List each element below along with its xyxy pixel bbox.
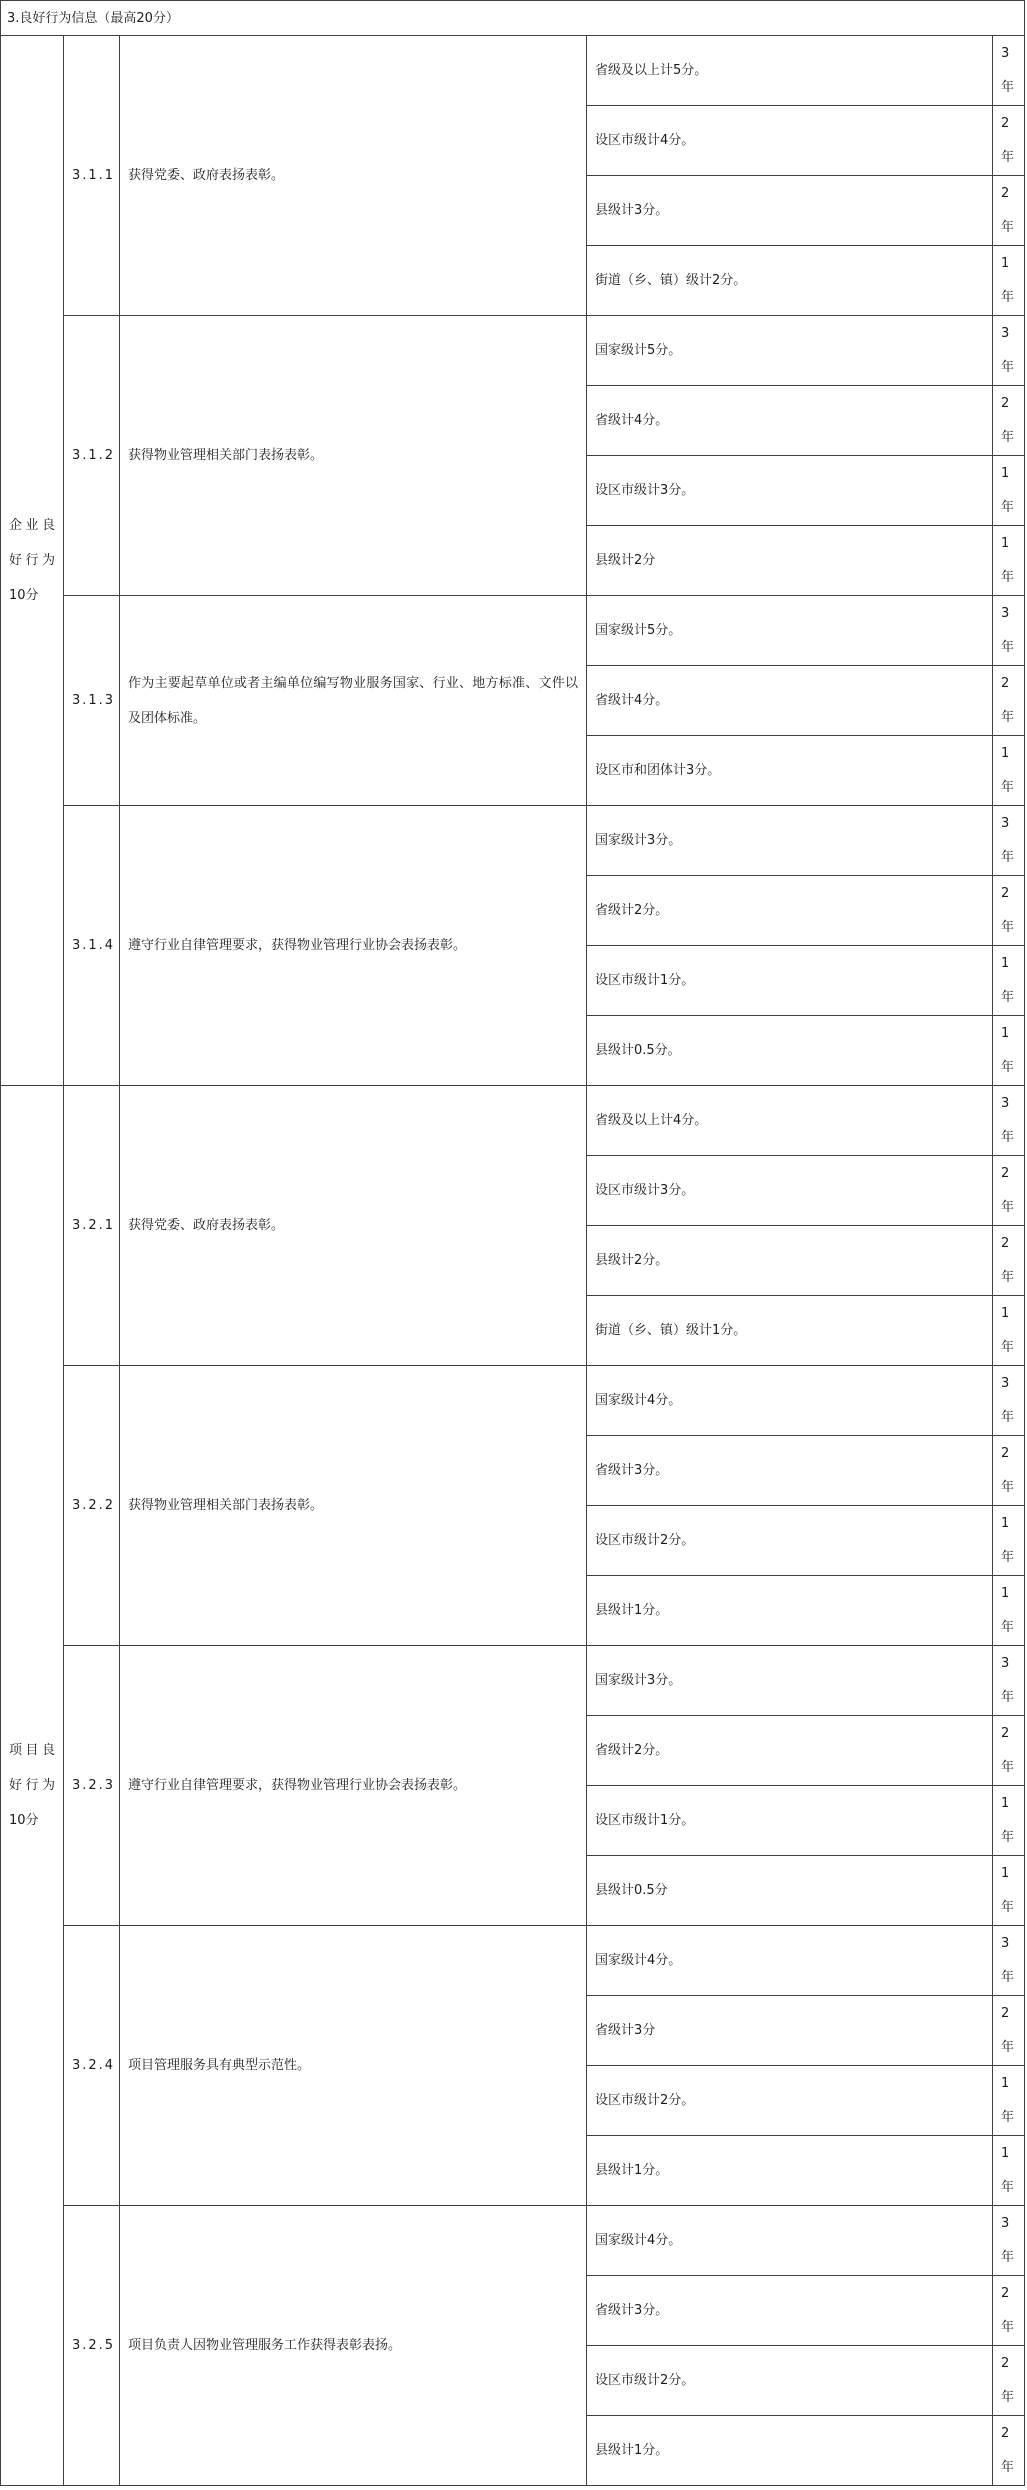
criterion-text: 省级及以上计5分。 bbox=[587, 36, 993, 106]
validity-period: 2年 bbox=[993, 2416, 1025, 2486]
table-row bbox=[1, 1086, 1025, 1156]
criterion-text: 省级计3分 bbox=[587, 1996, 993, 2066]
criterion-text: 省级计2分。 bbox=[587, 1716, 993, 1786]
item-code: 3.1.1 bbox=[64, 36, 120, 316]
validity-period: 3年 bbox=[993, 806, 1025, 876]
criterion-text: 街道（乡、镇）级计2分。 bbox=[587, 246, 993, 316]
table-row bbox=[1, 316, 1025, 386]
item-code: 3.1.3 bbox=[64, 596, 120, 806]
criterion-text: 县级计3分。 bbox=[587, 176, 993, 246]
criterion-text: 省级计2分。 bbox=[587, 876, 993, 946]
validity-period: 2年 bbox=[993, 1156, 1025, 1226]
item-description: 遵守行业自律管理要求，获得物业管理行业协会表扬表彰。 bbox=[120, 806, 587, 1086]
criterion-text: 设区市和团体计3分。 bbox=[587, 736, 993, 806]
validity-period: 3年 bbox=[993, 316, 1025, 386]
item-code: 3.2.4 bbox=[64, 1926, 120, 2206]
validity-period: 2年 bbox=[993, 2346, 1025, 2416]
validity-period: 1年 bbox=[993, 946, 1025, 1016]
validity-period: 1年 bbox=[993, 736, 1025, 806]
criterion-text: 国家级计5分。 bbox=[587, 596, 993, 666]
item-description: 获得党委、政府表扬表彰。 bbox=[120, 1086, 587, 1366]
validity-period: 1年 bbox=[993, 246, 1025, 316]
criterion-text: 国家级计3分。 bbox=[587, 806, 993, 876]
validity-period: 1年 bbox=[993, 1856, 1025, 1926]
criterion-text: 县级计1分。 bbox=[587, 2416, 993, 2486]
validity-period: 1年 bbox=[993, 1016, 1025, 1086]
validity-period: 2年 bbox=[993, 1226, 1025, 1296]
header-row bbox=[1, 1, 1025, 36]
item-code: 3.2.1 bbox=[64, 1086, 120, 1366]
table-row bbox=[1, 1646, 1025, 1716]
criterion-text: 县级计0.5分。 bbox=[587, 1016, 993, 1086]
criterion-text: 设区市级计1分。 bbox=[587, 1786, 993, 1856]
criterion-text: 国家级计4分。 bbox=[587, 1926, 993, 1996]
validity-period: 2年 bbox=[993, 1436, 1025, 1506]
criterion-text: 县级计2分 bbox=[587, 526, 993, 596]
validity-period: 1年 bbox=[993, 526, 1025, 596]
criterion-text: 街道（乡、镇）级计1分。 bbox=[587, 1296, 993, 1366]
item-description: 获得物业管理相关部门表扬表彰。 bbox=[120, 1366, 587, 1646]
validity-period: 2年 bbox=[993, 106, 1025, 176]
criterion-text: 设区市级计3分。 bbox=[587, 456, 993, 526]
criterion-text: 设区市级计4分。 bbox=[587, 106, 993, 176]
criterion-text: 设区市级计2分。 bbox=[587, 2346, 993, 2416]
section-title: 3.良好行为信息（最高20分） bbox=[1, 1, 1025, 36]
validity-period: 2年 bbox=[993, 1716, 1025, 1786]
validity-period: 2年 bbox=[993, 1996, 1025, 2066]
criterion-text: 省级计4分。 bbox=[587, 666, 993, 736]
item-description: 作为主要起草单位或者主编单位编写物业服务国家、行业、地方标准、文件以及团体标准。 bbox=[120, 596, 587, 806]
item-code: 3.1.2 bbox=[64, 316, 120, 596]
criterion-text: 县级计2分。 bbox=[587, 1226, 993, 1296]
validity-period: 3年 bbox=[993, 1926, 1025, 1996]
validity-period: 3年 bbox=[993, 1366, 1025, 1436]
criterion-text: 国家级计3分。 bbox=[587, 1646, 993, 1716]
criterion-text: 国家级计4分。 bbox=[587, 2206, 993, 2276]
criterion-text: 省级及以上计4分。 bbox=[587, 1086, 993, 1156]
criterion-text: 设区市级计2分。 bbox=[587, 1506, 993, 1576]
item-code: 3.2.3 bbox=[64, 1646, 120, 1926]
criterion-text: 设区市级计2分。 bbox=[587, 2066, 993, 2136]
table-row bbox=[1, 806, 1025, 876]
validity-period: 1年 bbox=[993, 1576, 1025, 1646]
validity-period: 1年 bbox=[993, 1506, 1025, 1576]
validity-period: 1年 bbox=[993, 456, 1025, 526]
item-code: 3.1.4 bbox=[64, 806, 120, 1086]
criterion-text: 县级计1分。 bbox=[587, 2136, 993, 2206]
validity-period: 3年 bbox=[993, 36, 1025, 106]
table-row bbox=[1, 36, 1025, 106]
criterion-text: 设区市级计3分。 bbox=[587, 1156, 993, 1226]
table-row bbox=[1, 2206, 1025, 2276]
validity-period: 1年 bbox=[993, 1296, 1025, 1366]
validity-period: 3年 bbox=[993, 1646, 1025, 1716]
item-description: 获得物业管理相关部门表扬表彰。 bbox=[120, 316, 587, 596]
validity-period: 1年 bbox=[993, 2066, 1025, 2136]
table-row bbox=[1, 1366, 1025, 1436]
item-code: 3.2.5 bbox=[64, 2206, 120, 2486]
criterion-text: 省级计3分。 bbox=[587, 1436, 993, 1506]
validity-period: 1年 bbox=[993, 1786, 1025, 1856]
item-description: 获得党委、政府表扬表彰。 bbox=[120, 36, 587, 316]
item-code: 3.2.2 bbox=[64, 1366, 120, 1646]
validity-period: 1年 bbox=[993, 2136, 1025, 2206]
category-enterprise: 企业良好行为10分 bbox=[1, 36, 64, 1086]
criterion-text: 县级计0.5分 bbox=[587, 1856, 993, 1926]
criterion-text: 省级计3分。 bbox=[587, 2276, 993, 2346]
table-row bbox=[1, 596, 1025, 666]
validity-period: 2年 bbox=[993, 386, 1025, 456]
criterion-text: 县级计1分。 bbox=[587, 1576, 993, 1646]
criterion-text: 省级计4分。 bbox=[587, 386, 993, 456]
item-description: 项目负责人因物业管理服务工作获得表彰表扬。 bbox=[120, 2206, 587, 2486]
validity-period: 2年 bbox=[993, 876, 1025, 946]
item-description: 遵守行业自律管理要求，获得物业管理行业协会表扬表彰。 bbox=[120, 1646, 587, 1926]
validity-period: 2年 bbox=[993, 666, 1025, 736]
validity-period: 3年 bbox=[993, 596, 1025, 666]
criterion-text: 国家级计4分。 bbox=[587, 1366, 993, 1436]
validity-period: 2年 bbox=[993, 2276, 1025, 2346]
item-description: 项目管理服务具有典型示范性。 bbox=[120, 1926, 587, 2206]
validity-period: 2年 bbox=[993, 176, 1025, 246]
criterion-text: 设区市级计1分。 bbox=[587, 946, 993, 1016]
table-row bbox=[1, 1926, 1025, 1996]
validity-period: 3年 bbox=[993, 2206, 1025, 2276]
criterion-text: 国家级计5分。 bbox=[587, 316, 993, 386]
category-project: 项目良好行为10分 bbox=[1, 1086, 64, 2486]
validity-period: 3年 bbox=[993, 1086, 1025, 1156]
